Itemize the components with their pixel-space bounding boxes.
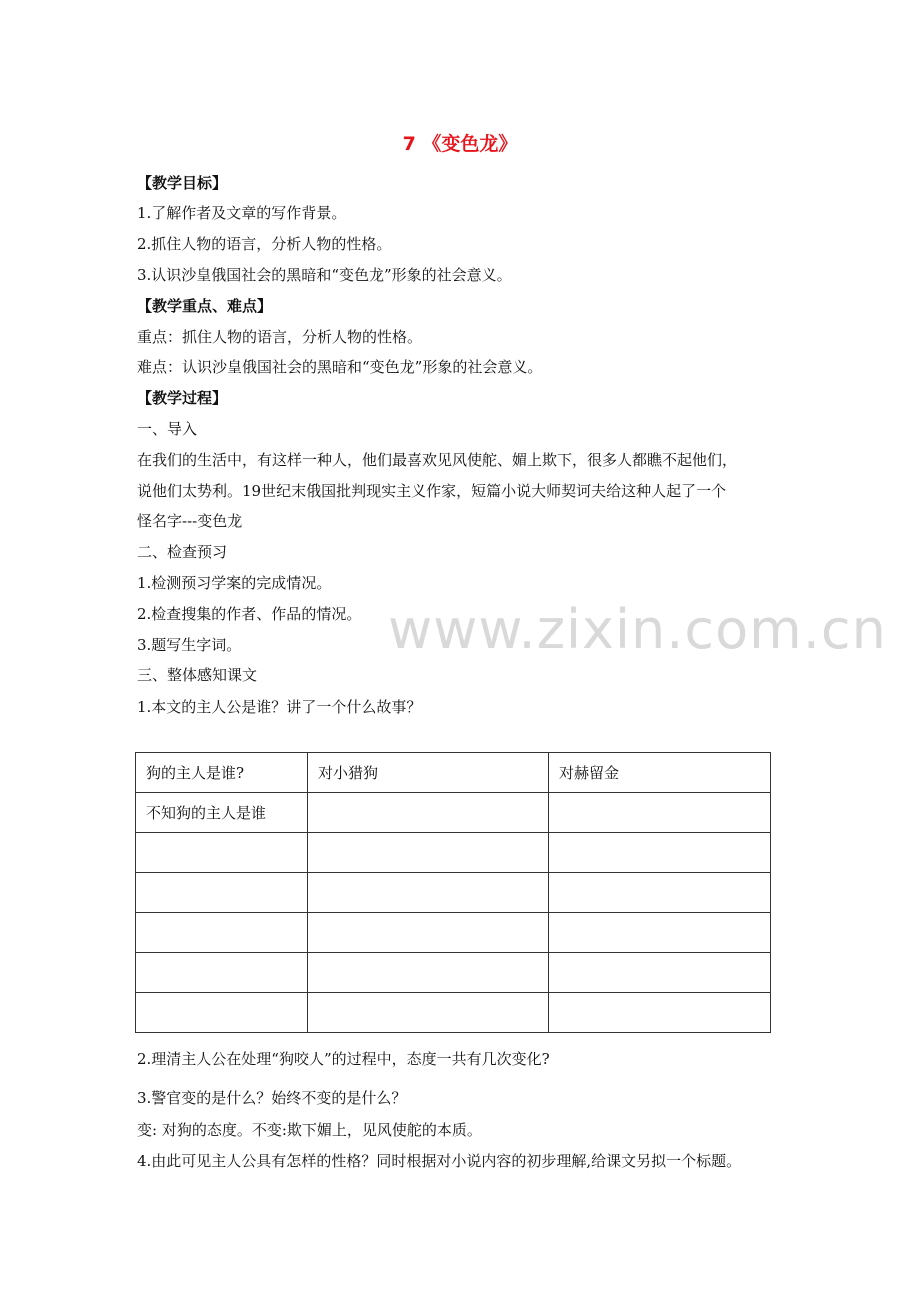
table-row bbox=[136, 833, 771, 873]
preview-heading: 二、检查预习 bbox=[137, 543, 228, 561]
key-heading: 【教学重点、难点】 bbox=[137, 297, 273, 315]
table-cell bbox=[308, 953, 549, 993]
table-header-cell: 对小猎狗 bbox=[308, 753, 549, 793]
question-1: 1.本文的主人公是谁？讲了一个什么故事？ bbox=[137, 698, 422, 716]
overall-heading: 三、整体感知课文 bbox=[137, 666, 258, 684]
difficult-point: 难点：认识沙皇俄国社会的黑暗和“变色龙”形象的社会意义。 bbox=[137, 358, 543, 376]
preview-item: 3.题写生字词。 bbox=[137, 636, 242, 654]
table-cell bbox=[308, 873, 549, 913]
preview-item: 1.检测预习学案的完成情况。 bbox=[137, 574, 332, 592]
table-cell bbox=[136, 953, 308, 993]
table-cell bbox=[308, 793, 549, 833]
table-cell bbox=[549, 993, 771, 1033]
table-cell bbox=[549, 793, 771, 833]
table-row bbox=[136, 913, 771, 953]
table-cell bbox=[549, 913, 771, 953]
watermark: www.zixin.com.cn bbox=[388, 598, 887, 661]
goal-item: 3.认识沙皇俄国社会的黑暗和“变色龙”形象的社会意义。 bbox=[137, 266, 512, 284]
intro-line: 说他们太势利。19世纪末俄国批判现实主义作家，短篇小说大师契诃夫给这种人起了一个 bbox=[137, 482, 727, 500]
key-point: 重点：抓住人物的语言，分析人物的性格。 bbox=[137, 328, 423, 346]
table-row bbox=[136, 953, 771, 993]
table-cell bbox=[308, 993, 549, 1033]
table-cell bbox=[308, 833, 549, 873]
question-2: 2.理清主人公在处理“狗咬人”的过程中，态度一共有几次变化? bbox=[137, 1050, 550, 1068]
table-row bbox=[136, 793, 771, 833]
table-cell bbox=[549, 953, 771, 993]
process-heading: 【教学过程】 bbox=[137, 389, 228, 407]
intro-heading: 一、导入 bbox=[137, 420, 198, 438]
intro-line: 在我们的生活中，有这样一种人，他们最喜欢见风使舵、媚上欺下，很多人都瞧不起他们， bbox=[137, 451, 738, 469]
analysis-table bbox=[135, 752, 771, 1033]
table-cell bbox=[136, 993, 308, 1033]
preview-item: 2.检查搜集的作者、作品的情况。 bbox=[137, 605, 362, 623]
table-cell bbox=[136, 913, 308, 953]
question-4: 4.由此可见主人公具有怎样的性格？同时根据对小说内容的初步理解,给课文另拟一个标题。 bbox=[137, 1152, 742, 1170]
intro-line: 怪名字---变色龙 bbox=[137, 512, 243, 530]
table-cell: 不知狗的主人是谁 bbox=[136, 793, 308, 833]
goal-item: 2.抓住人物的语言，分析人物的性格。 bbox=[137, 235, 392, 253]
table-cell bbox=[308, 913, 549, 953]
question-3: 3.警官变的是什么？始终不变的是什么？ bbox=[137, 1089, 407, 1107]
table-row bbox=[136, 993, 771, 1033]
table-header-cell: 对赫留金 bbox=[549, 753, 771, 793]
page-title: 7 《变色龙》 bbox=[402, 133, 518, 155]
table-header-cell: 狗的主人是谁? bbox=[136, 753, 308, 793]
goals-heading: 【教学目标】 bbox=[137, 174, 228, 192]
table-cell bbox=[136, 833, 308, 873]
table-row bbox=[136, 873, 771, 913]
goal-item: 1.了解作者及文章的写作背景。 bbox=[137, 204, 347, 222]
table-header-row bbox=[136, 753, 771, 793]
table-cell bbox=[136, 873, 308, 913]
answer-3: 变: 对狗的态度。不变:欺下媚上，见风使舵的本质。 bbox=[137, 1121, 482, 1139]
table-cell bbox=[549, 833, 771, 873]
table-cell bbox=[549, 873, 771, 913]
